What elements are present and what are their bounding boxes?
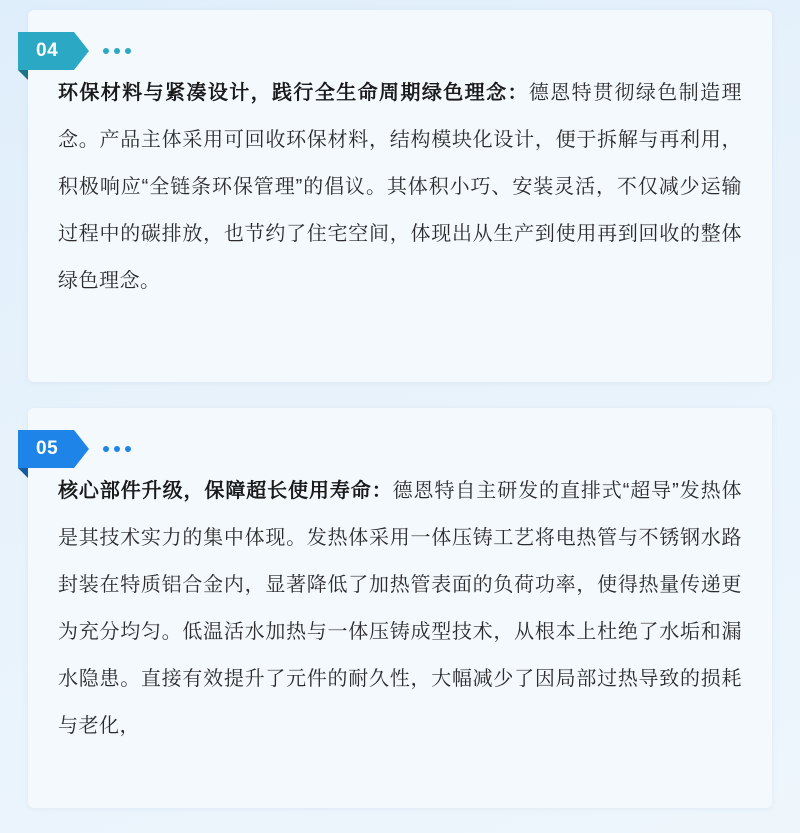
dot-icon bbox=[103, 446, 109, 452]
dot-icon bbox=[114, 446, 120, 452]
ribbon-dots-05 bbox=[103, 446, 131, 452]
section-card-05 bbox=[28, 408, 772, 808]
section-body-05: 德恩特自主研发的直排式“超导”发热体是其技术实力的集中体现。发热体采用一体压铸工艺将电热管与不锈钢水路封装在特质铝合金内，显著降低了加热管表面的负荷功率，使得热量传递更为充分均匀。低温活水加热与一体压铸成型技术，从根本上杜绝了水垢和漏水隐患。直接有效提升了元件的耐久性，大幅减少了因局部过热导致的损耗与老化， bbox=[58, 480, 743, 737]
section-number-label-04: 04 bbox=[18, 32, 74, 70]
section-number-ribbon-05 bbox=[18, 430, 131, 468]
ribbon-fold-icon bbox=[18, 70, 28, 80]
ribbon-fold-icon bbox=[18, 468, 28, 478]
dot-icon bbox=[125, 48, 131, 54]
dot-icon bbox=[125, 446, 131, 452]
section-card-04 bbox=[28, 10, 772, 382]
ribbon-arrow-icon bbox=[74, 430, 89, 468]
ribbon-dots-04 bbox=[103, 48, 131, 54]
section-number-ribbon-04 bbox=[18, 32, 131, 70]
section-paragraph-05 bbox=[58, 468, 742, 750]
section-body-04: 德恩特贯彻绿色制造理念。产品主体采用可回收环保材料，结构模块化设计，便于拆解与再利用，积极响应“全链条环保管理”的倡议。其体积小巧、安装灵活，不仅减少运输过程中的碳排放，也节约了住宅空间，体现出从生产到使用再到回收的整体绿色理念。 bbox=[58, 82, 743, 292]
dot-icon bbox=[103, 48, 109, 54]
section-lead-04: 环保材料与紧凑设计，践行全生命周期绿色理念： bbox=[58, 82, 529, 104]
section-number-label-05: 05 bbox=[18, 430, 74, 468]
dot-icon bbox=[114, 48, 120, 54]
section-lead-05: 核心部件升级，保障超长使用寿命： bbox=[58, 480, 393, 502]
ribbon-arrow-icon bbox=[74, 32, 89, 70]
section-paragraph-04 bbox=[58, 70, 742, 305]
article-page bbox=[0, 10, 800, 833]
